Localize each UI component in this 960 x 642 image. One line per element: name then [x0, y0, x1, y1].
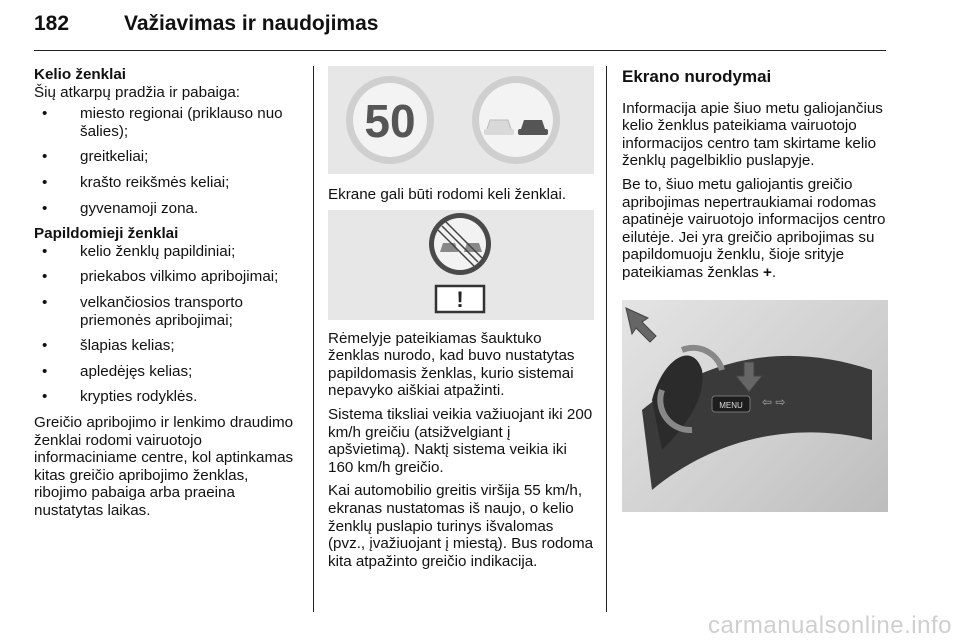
column-left — [34, 66, 296, 525]
column-middle — [328, 66, 594, 576]
direction-arrows-icon: ⇦ ⇨ — [762, 394, 786, 409]
figure-traffic-signs — [328, 66, 594, 174]
stalk-illustration — [622, 300, 886, 512]
traffic-signs-illustration — [328, 66, 594, 174]
list-item: • priekabos vilkimo apribojimai; — [34, 268, 296, 286]
list-item: • šlapias kelias; — [34, 337, 296, 355]
page-header — [34, 6, 886, 51]
figure-end-overtaking — [328, 210, 594, 320]
end-of-no-overtaking-icon — [429, 213, 491, 275]
paragraph-end: . — [771, 263, 777, 281]
list-zones — [34, 105, 296, 217]
intro-text: Šių atkarpų pradžia ir pabaiga: — [34, 83, 241, 101]
caption-multiple-signs: Ekrane gali būti rodomi keli ženklai. — [328, 186, 567, 203]
figure-menu-stalk — [622, 300, 888, 512]
list-item: • krašto reikšmės keliai; — [34, 174, 296, 192]
column-right — [622, 66, 888, 512]
list-item: • apledėjęs kelias; — [34, 363, 296, 381]
list-item: • krypties rodyklės. — [34, 388, 296, 406]
paragraph-continuous-limit — [622, 176, 888, 282]
paragraph-reset: Kai automobilio greitis viršija 55 km/h, ekranas nustatomas iš naujo, o kelio ženklų puslapio turinys išvalomas (pvz., įvažiuojant į miestą). Bus rodoma kita atpažinto greičio indikacija. — [328, 482, 594, 570]
menu-label: MENU — [719, 400, 743, 410]
heading-display-instructions: Ekrano nurodymai — [622, 67, 772, 86]
paragraph-frame-info: Rėmelyje pateikiamas šauktuko ženklas nurodo, kad buvo nustatytas papildomasis ženklas, kurio sistemai nepavyko aiškiai atpažinti. — [328, 329, 575, 400]
exclamation-symbol: ! — [456, 286, 464, 312]
column-divider-2 — [606, 66, 607, 612]
list-item: • gyvenamoji zona. — [34, 200, 296, 218]
end-overtaking-illustration — [328, 210, 594, 320]
page-number: 182 — [34, 12, 70, 35]
plus-symbol: + — [762, 263, 772, 281]
press-arrow-icon — [626, 308, 656, 342]
no-overtaking-sign-icon — [472, 76, 560, 164]
paragraph-persistence: Greičio apribojimo ir lenkimo draudimo ženklai rodomi vairuotojo informaciniame centre, kol aptinkamas kitas greičio apribojimo ženklas, ribojimo pabaiga arba praeina nustatytas laikas. — [34, 413, 294, 519]
chapter-title: Važiavimas ir naudojimas — [124, 12, 379, 35]
speed-limit-value: 50 — [364, 95, 416, 147]
paragraph-speed-range: Sistema tiksliai veikia važiuojant iki 200 km/h greičiu (atsižvelgiant į apšvietimą). Naktį sistema veikia iki 160 km/h greičio. — [328, 405, 593, 476]
list-item: • kelio ženklų papildiniai; — [34, 243, 296, 261]
list-item: • velkančiosios transporto priemonės apribojimai; — [34, 294, 296, 329]
list-item: • miesto regionai (priklauso nuo šalies); — [34, 105, 296, 140]
list-item: • greitkeliai; — [34, 148, 296, 166]
paragraph-text: Be to, šiuo metu galiojantis greičio apribojimas nepertraukiamai rodomas apatinėje vairuotojo informacijos centro eilutėje. Jei yra greičio apribojimas su papildomuoju ženklu, šioje srityje pateikiamas ženklas — [622, 175, 886, 281]
speed-limit-sign-icon — [346, 76, 434, 164]
list-additional — [34, 243, 296, 406]
column-divider-1 — [313, 66, 314, 612]
watermark: carmanualsonline.info — [708, 612, 952, 639]
exclamation-box-icon — [436, 286, 484, 312]
heading-additional-signs: Papildomieji ženklai — [34, 225, 179, 243]
heading-road-signs: Kelio ženklai — [34, 66, 127, 83]
paragraph-display-info: Informacija apie šiuo metu galiojančius kelio ženklus pateikiama vairuotojo informacijos centro tam skirtame kelio ženklų pagelbiklio puslapyje. — [622, 99, 883, 170]
